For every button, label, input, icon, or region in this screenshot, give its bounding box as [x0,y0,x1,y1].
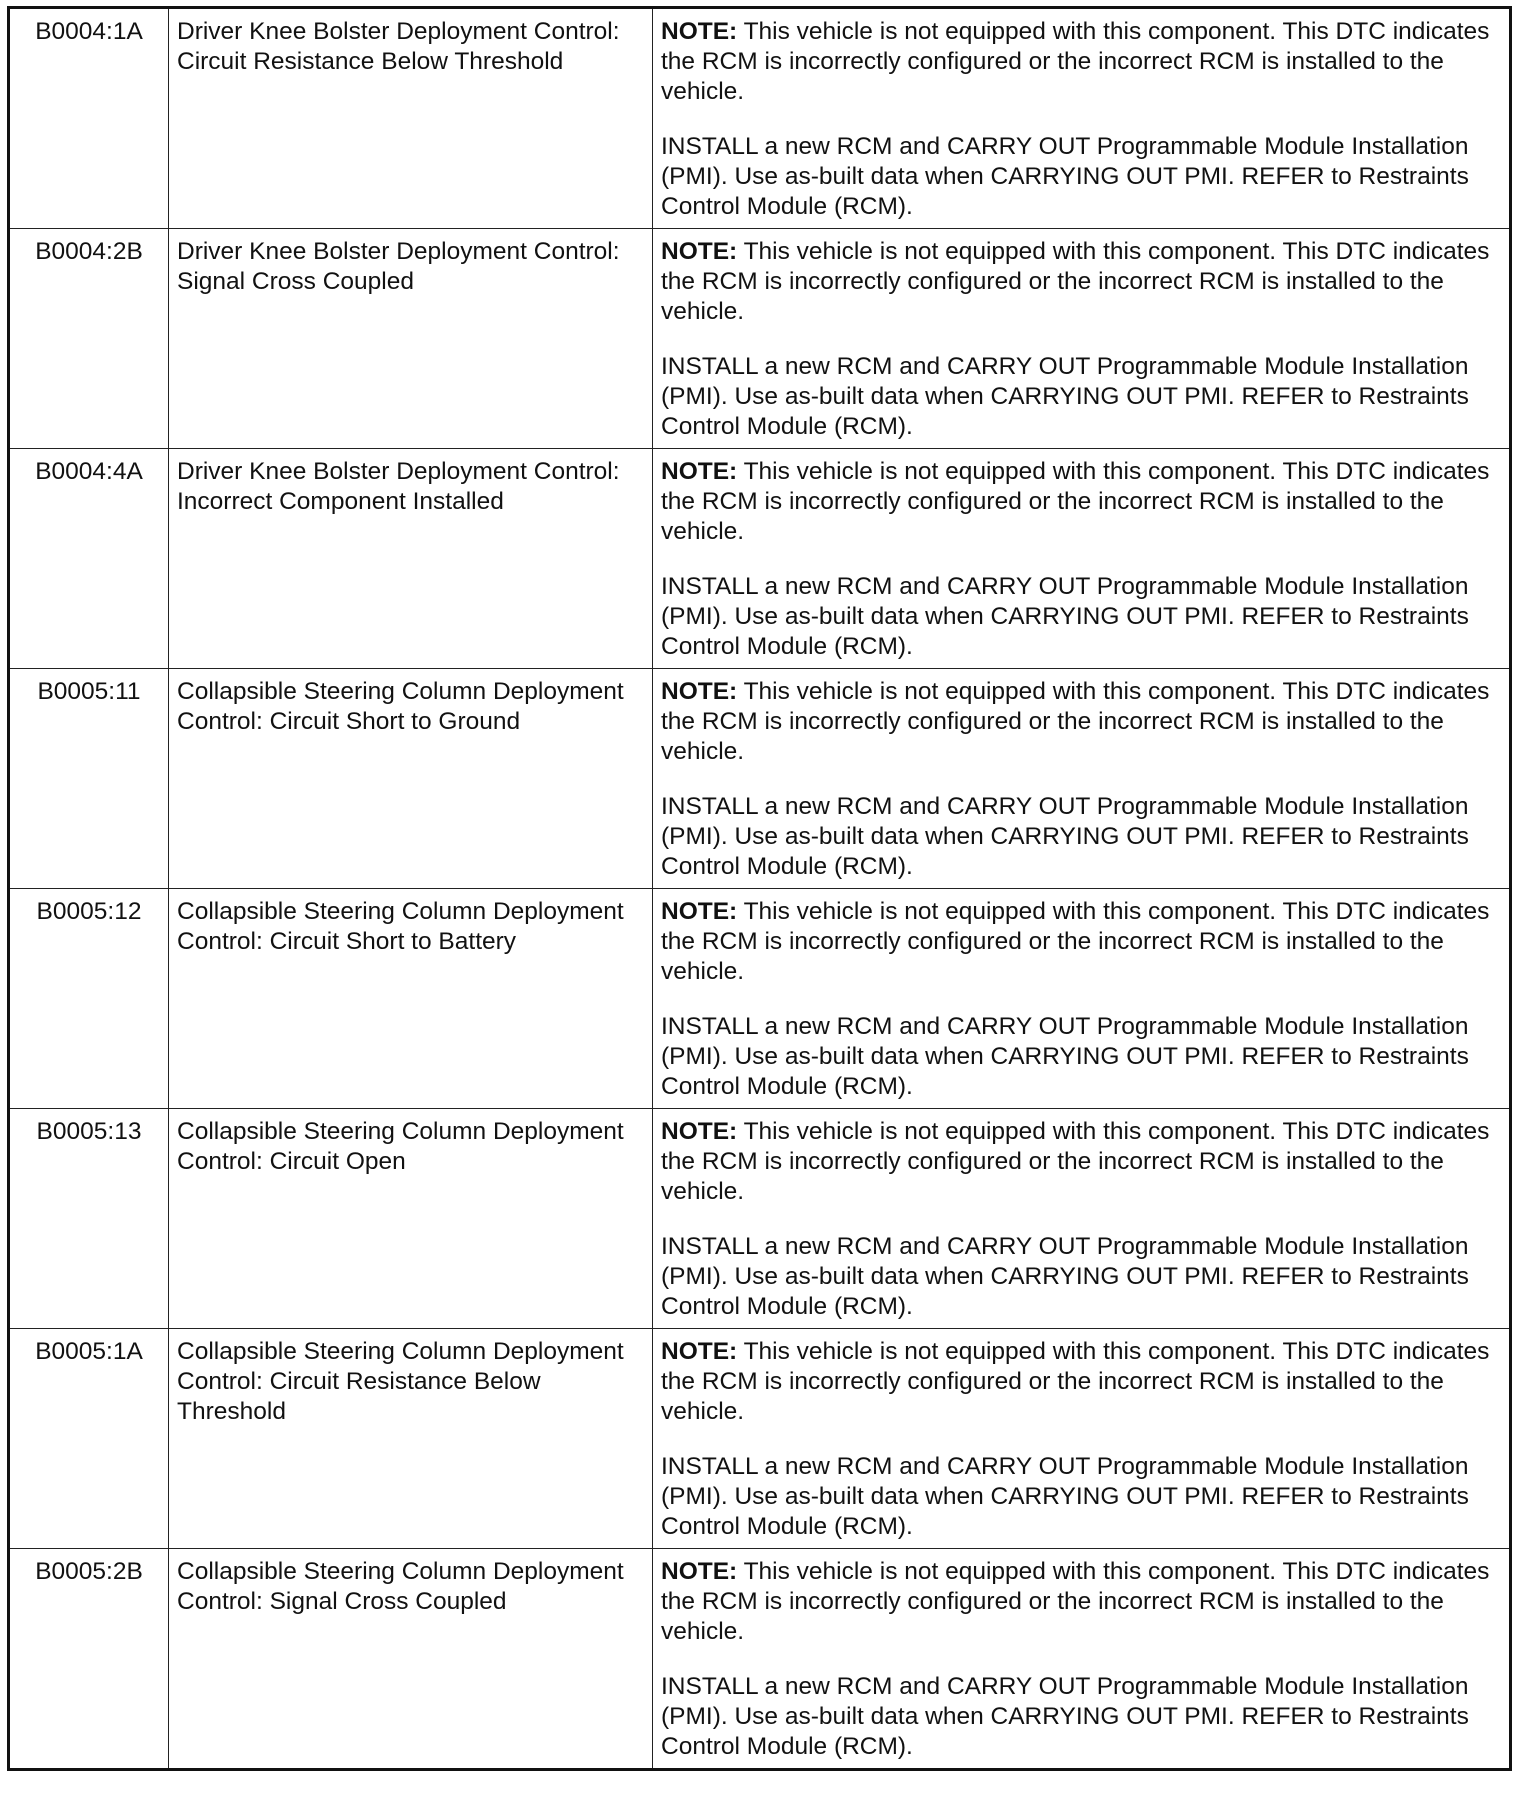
note-paragraph [661,17,1501,107]
note-label: NOTE: [661,238,738,265]
table-row [9,229,1511,449]
dtc-code: B0004:4A [9,449,169,669]
action-text: INSTALL a new RCM and CARRY OUT Programmable Module Installation (PMI). Use as-built data when CARRYING OUT PMI. REFER to Restraints Control Module (RCM). [661,1013,1469,1100]
action-text: INSTALL a new RCM and CARRY OUT Programmable Module Installation (PMI). Use as-built data when CARRYING OUT PMI. REFER to Restraints Control Module (RCM). [661,133,1469,220]
dtc-action-cell [653,8,1511,229]
dtc-action-cell [653,1109,1511,1329]
note-text: This vehicle is not equipped with this component. This DTC indicates the RCM is incorrectly configured or the incorrect RCM is installed to the vehicle. [661,458,1490,545]
note-paragraph [661,1557,1501,1647]
dtc-code: B0005:1A [9,1329,169,1549]
note-text: This vehicle is not equipped with this component. This DTC indicates the RCM is incorrectly configured or the incorrect RCM is installed to the vehicle. [661,678,1490,765]
dtc-code: B0004:1A [9,8,169,229]
dtc-action-cell [653,449,1511,669]
dtc-action-cell [653,1329,1511,1549]
dtc-action-cell [653,889,1511,1109]
dtc-description: Collapsible Steering Column Deployment Control: Circuit Short to Ground [169,669,653,889]
note-text: This vehicle is not equipped with this component. This DTC indicates the RCM is incorrectly configured or the incorrect RCM is installed to the vehicle. [661,18,1490,105]
note-label: NOTE: [661,678,738,705]
dtc-description: Collapsible Steering Column Deployment Control: Circuit Short to Battery [169,889,653,1109]
note-label: NOTE: [661,1118,738,1145]
note-paragraph [661,1337,1501,1427]
table-row [9,449,1511,669]
note-text: This vehicle is not equipped with this component. This DTC indicates the RCM is incorrectly configured or the incorrect RCM is installed to the vehicle. [661,1558,1490,1645]
dtc-code: B0005:13 [9,1109,169,1329]
dtc-document [7,6,1512,1771]
note-text: This vehicle is not equipped with this component. This DTC indicates the RCM is incorrectly configured or the incorrect RCM is installed to the vehicle. [661,1118,1490,1205]
dtc-action-cell [653,1549,1511,1770]
note-label: NOTE: [661,458,738,485]
dtc-description: Collapsible Steering Column Deployment Control: Circuit Open [169,1109,653,1329]
table-row [9,889,1511,1109]
note-paragraph [661,677,1501,767]
note-paragraph [661,1117,1501,1207]
note-label: NOTE: [661,1338,738,1365]
action-text: INSTALL a new RCM and CARRY OUT Programmable Module Installation (PMI). Use as-built data when CARRYING OUT PMI. REFER to Restraints Control Module (RCM). [661,353,1469,440]
dtc-code: B0005:11 [9,669,169,889]
dtc-code: B0005:12 [9,889,169,1109]
table-row [9,8,1511,229]
dtc-description: Collapsible Steering Column Deployment Control: Circuit Resistance Below Threshold [169,1329,653,1549]
table-row [9,1549,1511,1770]
action-text: INSTALL a new RCM and CARRY OUT Programmable Module Installation (PMI). Use as-built data when CARRYING OUT PMI. REFER to Restraints Control Module (RCM). [661,1673,1469,1760]
dtc-code: B0005:2B [9,1549,169,1770]
table-row [9,1109,1511,1329]
dtc-action-cell [653,229,1511,449]
dtc-table [7,6,1512,1771]
note-text: This vehicle is not equipped with this component. This DTC indicates the RCM is incorrectly configured or the incorrect RCM is installed to the vehicle. [661,898,1490,985]
note-paragraph [661,237,1501,327]
dtc-description: Driver Knee Bolster Deployment Control: Signal Cross Coupled [169,229,653,449]
table-row [9,1329,1511,1549]
dtc-action-cell [653,669,1511,889]
action-text: INSTALL a new RCM and CARRY OUT Programmable Module Installation (PMI). Use as-built data when CARRYING OUT PMI. REFER to Restraints Control Module (RCM). [661,1453,1469,1540]
action-text: INSTALL a new RCM and CARRY OUT Programmable Module Installation (PMI). Use as-built data when CARRYING OUT PMI. REFER to Restraints Control Module (RCM). [661,573,1469,660]
action-text: INSTALL a new RCM and CARRY OUT Programmable Module Installation (PMI). Use as-built data when CARRYING OUT PMI. REFER to Restraints Control Module (RCM). [661,1233,1469,1320]
note-text: This vehicle is not equipped with this component. This DTC indicates the RCM is incorrectly configured or the incorrect RCM is installed to the vehicle. [661,238,1490,325]
dtc-description: Collapsible Steering Column Deployment Control: Signal Cross Coupled [169,1549,653,1770]
dtc-description: Driver Knee Bolster Deployment Control: Incorrect Component Installed [169,449,653,669]
note-label: NOTE: [661,1558,738,1585]
dtc-description: Driver Knee Bolster Deployment Control: Circuit Resistance Below Threshold [169,8,653,229]
note-paragraph [661,897,1501,987]
table-row [9,669,1511,889]
note-text: This vehicle is not equipped with this component. This DTC indicates the RCM is incorrectly configured or the incorrect RCM is installed to the vehicle. [661,1338,1490,1425]
dtc-code: B0004:2B [9,229,169,449]
action-text: INSTALL a new RCM and CARRY OUT Programmable Module Installation (PMI). Use as-built data when CARRYING OUT PMI. REFER to Restraints Control Module (RCM). [661,793,1469,880]
note-paragraph [661,457,1501,547]
note-label: NOTE: [661,898,738,925]
note-label: NOTE: [661,18,738,45]
